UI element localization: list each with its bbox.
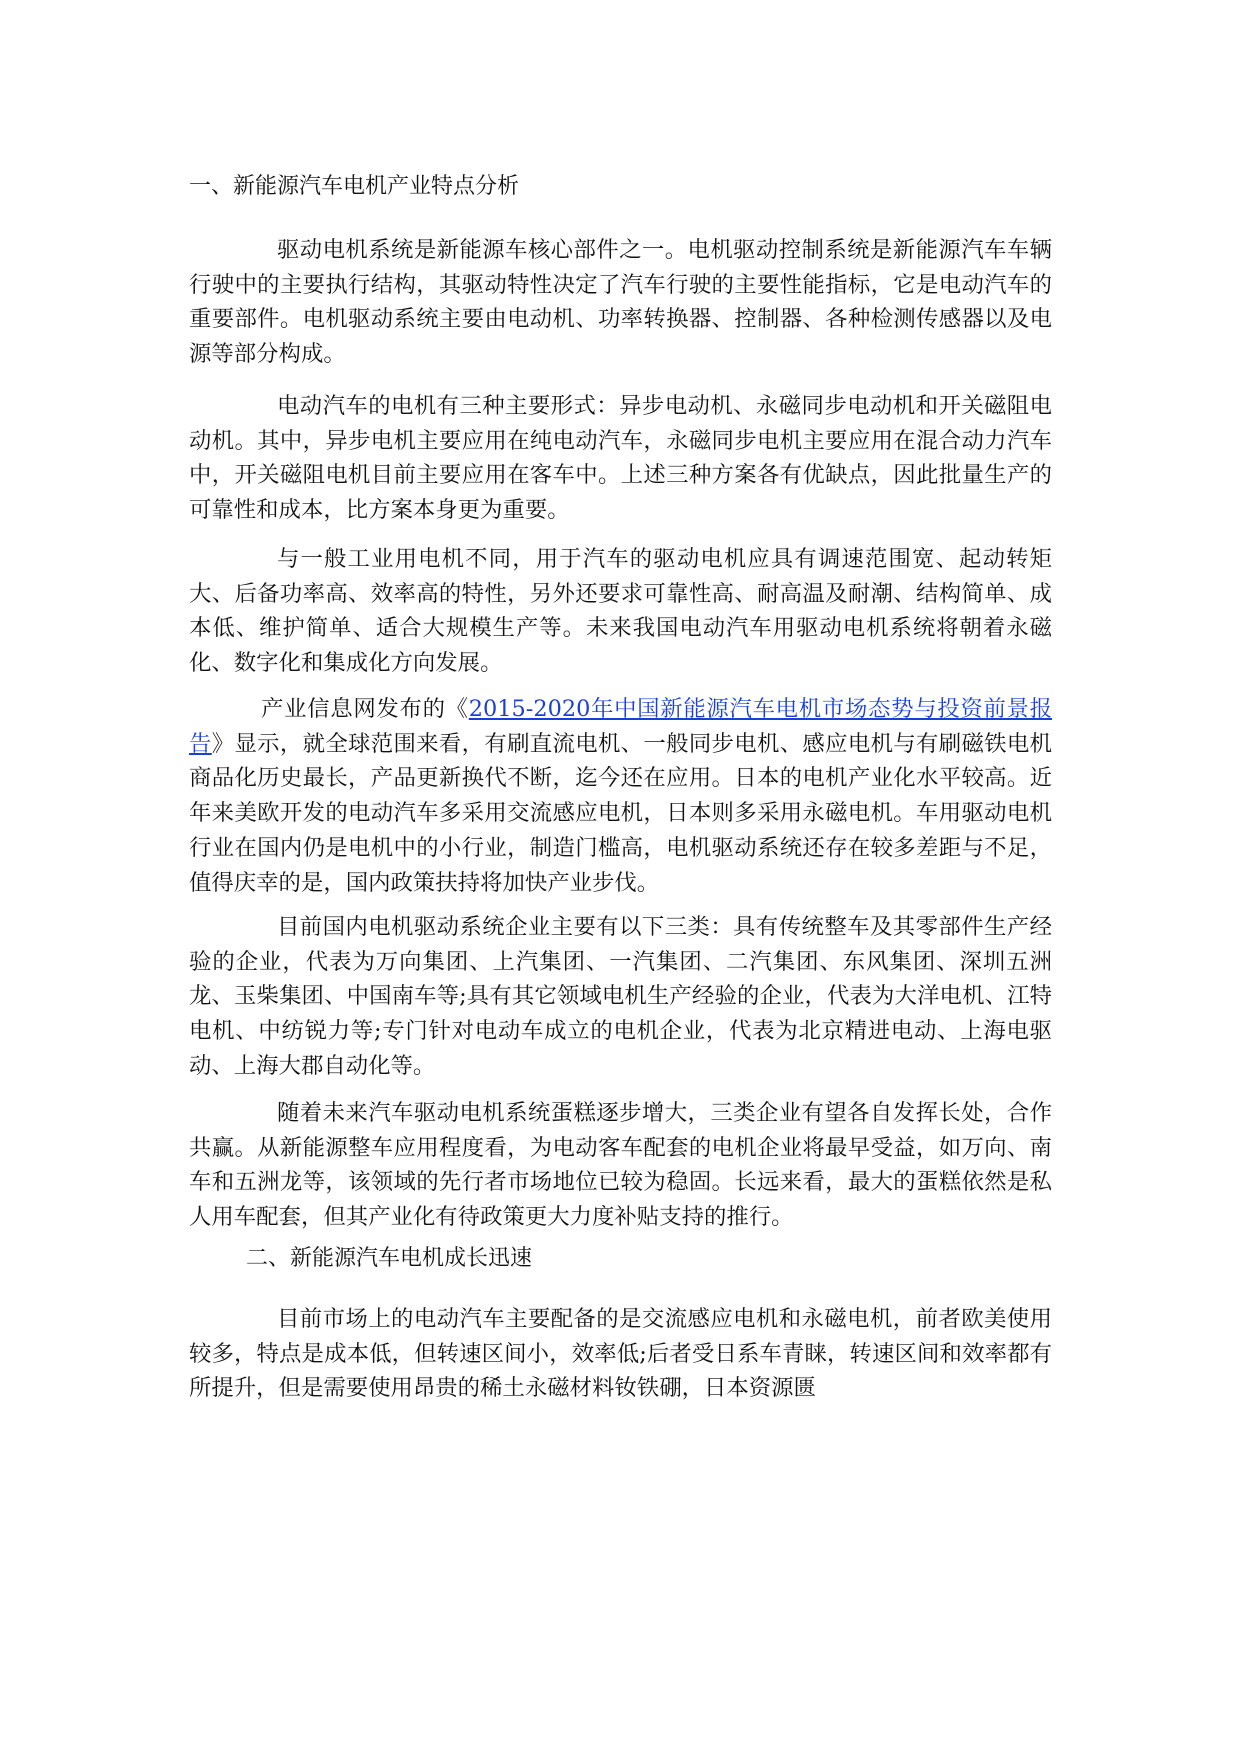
report-text-after: 》显示，就全球范围来看，有刷直流电机、一般同步电机、感应电机与有刷磁铁电机商品化历史最长，产品更新换代不断，迄今还在应用。日本的电机产业化水平较高。近年来美欧开发的电动汽车多采用交流感应电机，日本则多采用永磁电机。车用驱动电机行业在国内仍是电机中的小行业，制造门槛高，电机驱动系统还存在较多差距与不足，值得庆幸的是，国内政策扶持将加快产业步伐。	[189, 730, 1053, 896]
section-heading-1: 一、新能源汽车电机产业特点分析	[189, 174, 520, 199]
paragraph-current-market: 目前市场上的电动汽车主要配备的是交流感应电机和永磁电机，前者欧美使用较多，特点是成本低，但转速区间小，效率低;后者受日系车青睐，转速区间和效率都有所提升，但是需要使用昂贵的稀土永磁材料钕铁硼，日本资源匮	[189, 1306, 1052, 1402]
report-link[interactable]: 2015-2020年中国新能源汽车电机市场态势与投资前景报告	[189, 696, 1053, 757]
paragraph-motor-types: 电动汽车的电机有三种主要形式：异步电动机、永磁同步电动机和开关磁阻电动机。其中，异步电机主要应用在纯电动汽车，永磁同步电机主要应用在混合动力汽车中，开关磁阻电机目前主要应用在客车中。上述三种方案各有优缺点，因此批量生产的可靠性和成本，比方案本身更为重要。	[189, 393, 1052, 524]
report-text-before: 产业信息网发布的《	[261, 696, 469, 722]
paragraph-motor-system: 驱动电机系统是新能源车核心部件之一。电机驱动控制系统是新能源汽车车辆行驶中的主要执行结构，其驱动特性决定了汽车行驶的主要性能指标，它是电动汽车的重要部件。电机驱动系统主要由电动机、功率转换器、控制器、各种检测传感器以及电源等部分构成。	[189, 237, 1052, 368]
paragraph-report	[189, 692, 1052, 900]
paragraph-motor-requirements: 与一般工业用电机不同，用于汽车的驱动电机应具有调速范围宽、起动转矩大、后备功率高、效率高的特性，另外还要求可靠性高、耐高温及耐潮、结构简单、成本低、维护简单、适合大规模生产等。未来我国电动汽车用驱动电机系统将朝着永磁化、数字化和集成化方向发展。	[189, 546, 1052, 677]
paragraph-market-outlook: 随着未来汽车驱动电机系统蛋糕逐步增大，三类企业有望各自发挥长处，合作共赢。从新能源整车应用程度看，为电动客车配套的电机企业将最早受益，如万向、南车和五洲龙等，该领域的先行者市场地位已较为稳固。长远来看，最大的蛋糕依然是私人用车配套，但其产业化有待政策更大力度补贴支持的推行。	[189, 1100, 1052, 1231]
section-heading-2: 二、新能源汽车电机成长迅速	[246, 1246, 533, 1271]
paragraph-domestic-companies: 目前国内电机驱动系统企业主要有以下三类：具有传统整车及其零部件生产经验的企业，代表为万向集团、上汽集团、一汽集团、二汽集团、东风集团、深圳五洲龙、玉柴集团、中国南车等;具有其它领域电机生产经验的企业，代表为大洋电机、江特电机、中纺锐力等;专门针对电动车成立的电机企业，代表为北京精进电动、上海电驱动、上海大郡自动化等。	[189, 914, 1052, 1079]
